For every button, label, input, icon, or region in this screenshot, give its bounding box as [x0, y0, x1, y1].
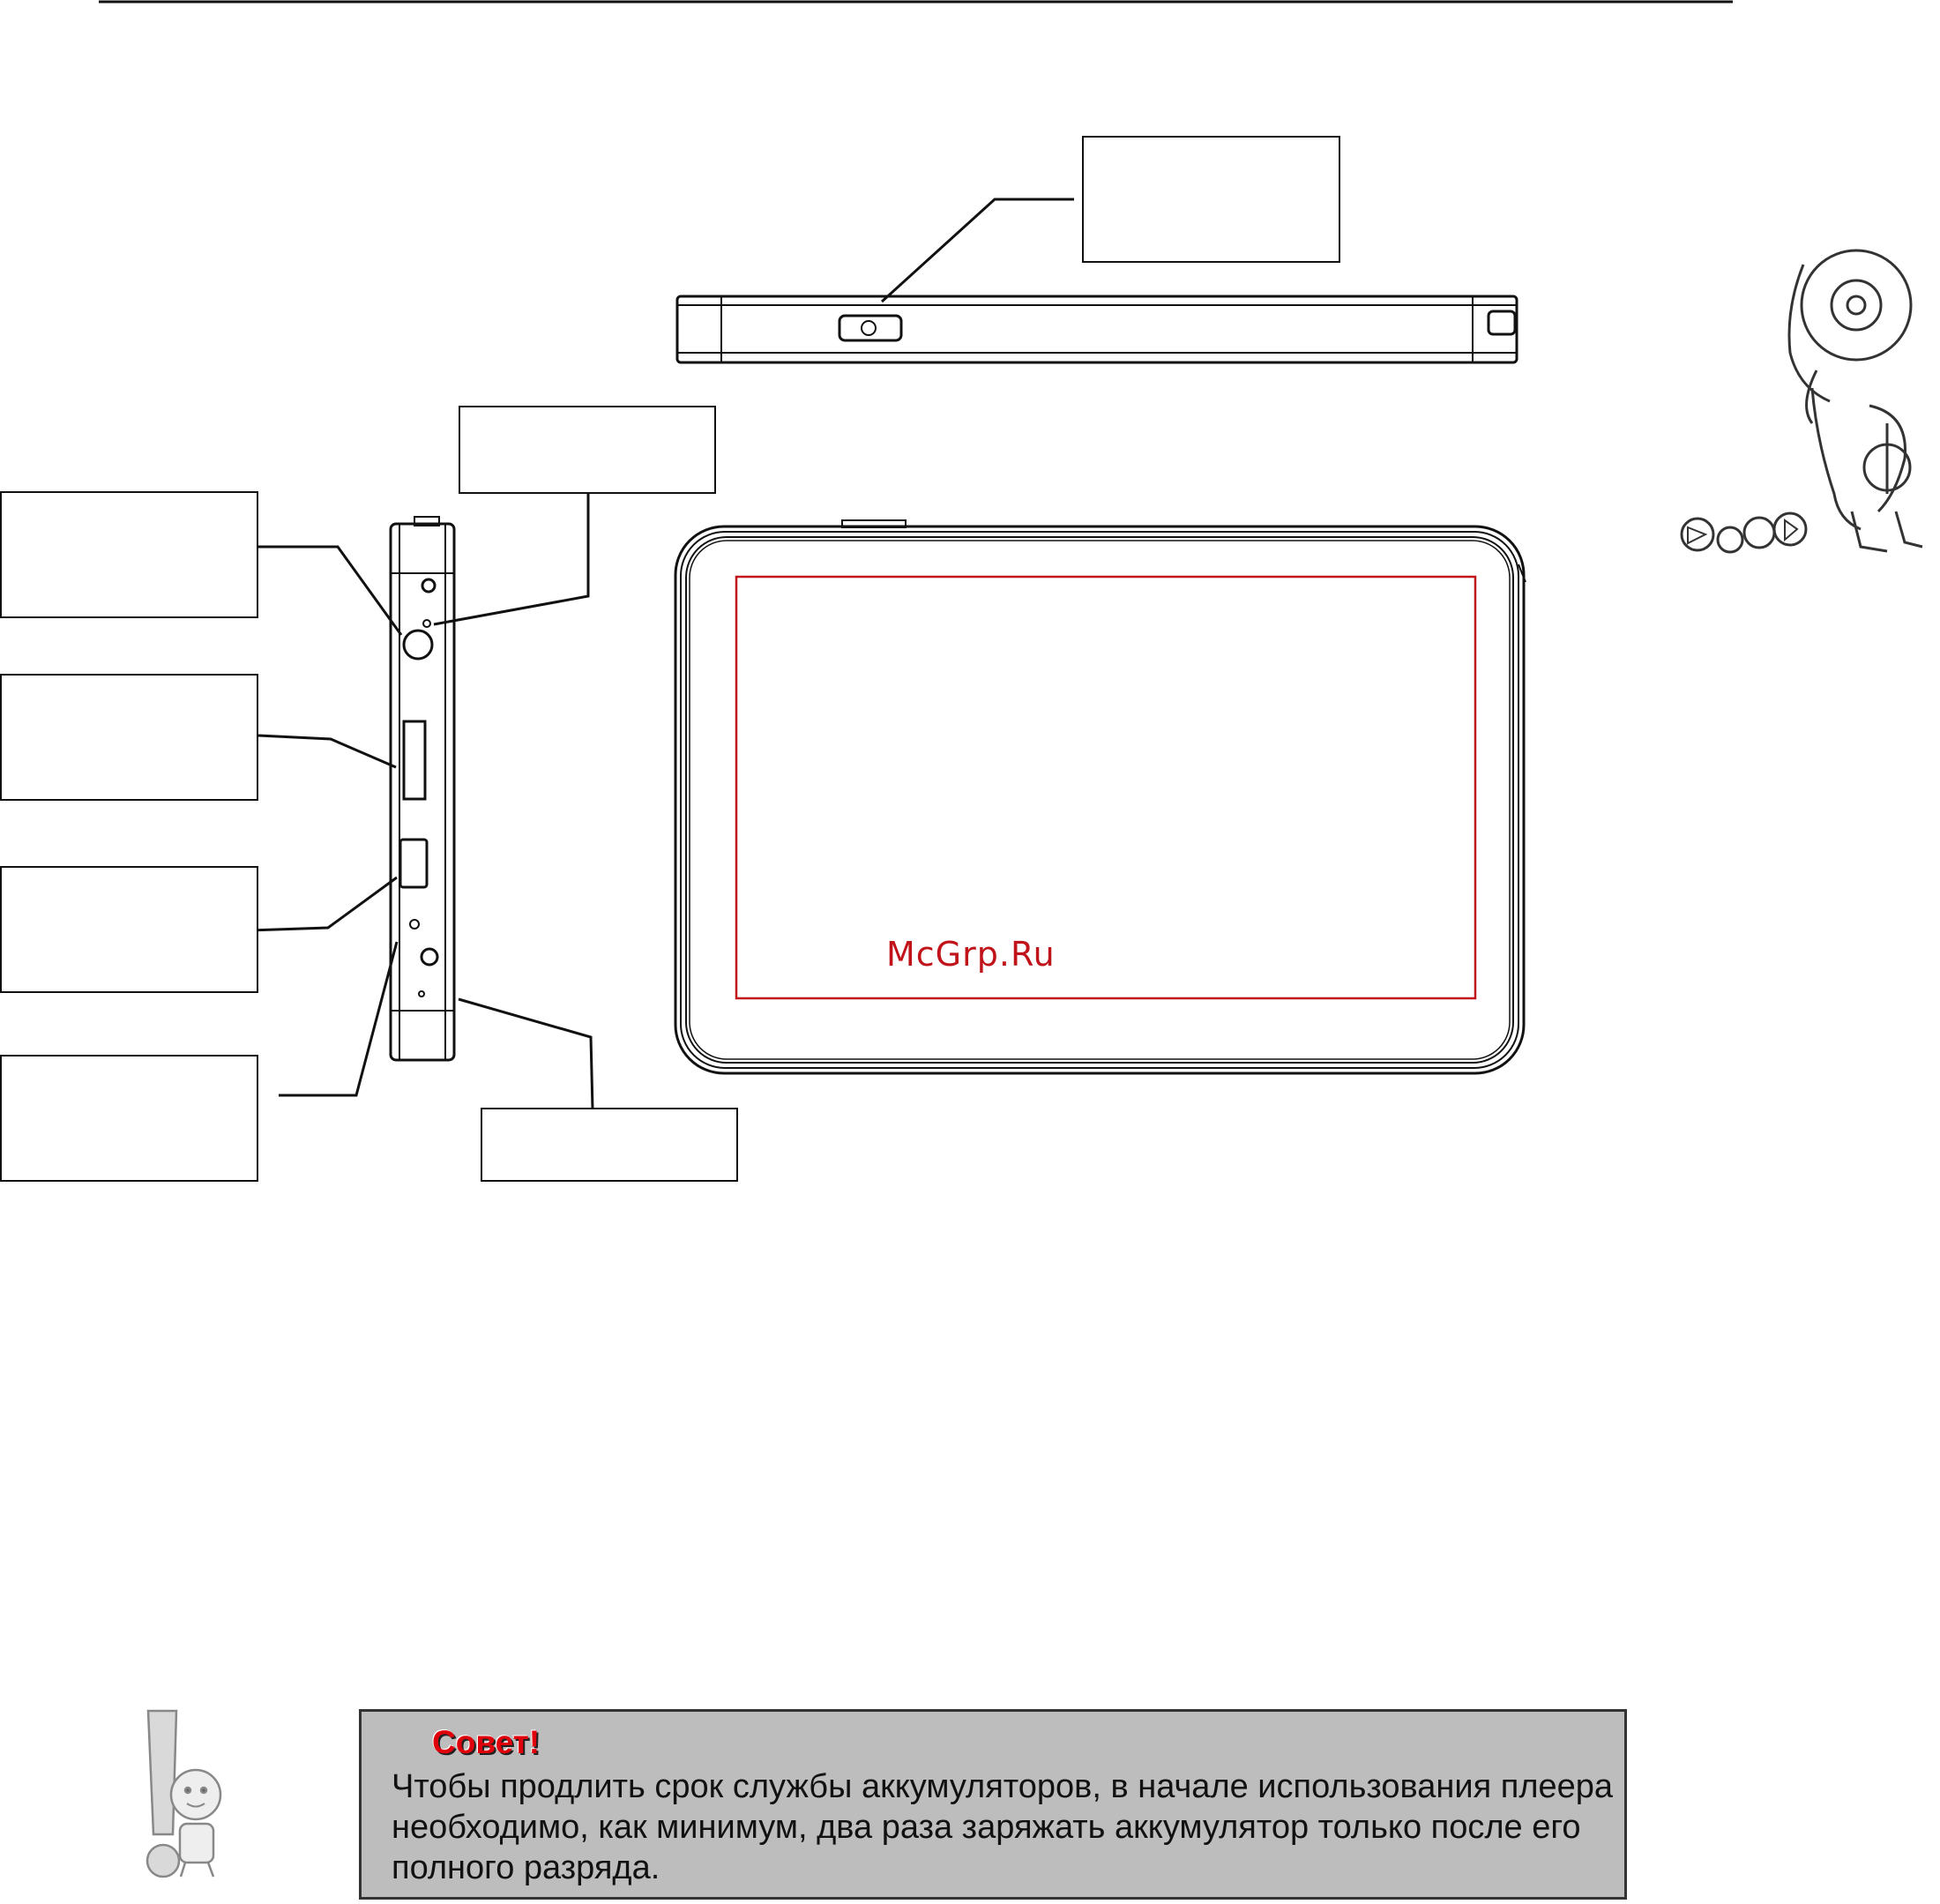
headphone-jack-icon	[404, 631, 432, 659]
callout-box-left-2	[0, 674, 258, 801]
tip-title: Совет!	[432, 1724, 541, 1760]
callout-box-headphone	[459, 406, 716, 494]
dc-jack-icon	[422, 949, 437, 965]
exclamation-robot-icon	[147, 1711, 220, 1877]
callout-box-left-1	[0, 491, 258, 618]
usb-port-icon	[400, 840, 427, 887]
callout-box-top	[1082, 136, 1340, 263]
power-switch-icon	[839, 316, 901, 340]
screen-area	[736, 577, 1475, 998]
tip-box	[359, 1709, 1627, 1900]
device-front-view	[675, 520, 1526, 1073]
robot-mascot-icon	[1682, 250, 1922, 552]
device-side-view	[250, 492, 593, 1109]
callout-box-left-3	[0, 866, 258, 993]
watermark: McGrp.Ru	[886, 935, 1056, 974]
tip-text: Чтобы продлить срок службы аккумуляторов, в начале использования плеера необходимо, как минимум, два раза заряжать аккумулятор только после его полного разряда.	[392, 1768, 1614, 1886]
port-dot-icon	[422, 579, 435, 592]
callout-box-left-4	[0, 1055, 258, 1182]
card-slot-icon	[404, 721, 425, 799]
callout-box-bottom	[481, 1108, 738, 1182]
